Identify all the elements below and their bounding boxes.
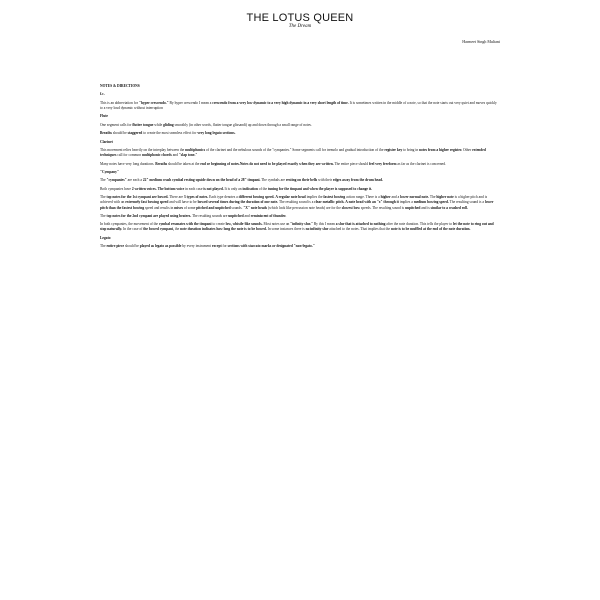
text-run: By this I mean [312,222,336,227]
text-run: attached to the notes. That implies that the [328,227,391,232]
text-run: and [171,153,179,158]
text-run: after the note duration. This tells the player to [385,222,453,227]
emphasis-text: end or beginning of notes.Notes do not need to be played exactly when they are written. [200,161,334,166]
text-run: implies a [398,200,414,205]
text-run: The cymbals are [260,178,286,183]
emphasis-text: gliding [163,122,174,127]
text-run: The entire piece should [333,161,369,166]
text-run: speed and results in [144,205,175,210]
text-run: of the [257,186,268,191]
flute-paragraph-2 [100,131,500,136]
text-run: This is an abbreviation for [100,100,139,105]
text-run: sounds. [230,205,244,210]
text-run: by every instrument [181,244,212,249]
emphasis-text: similar to a crashed roll. [430,205,468,210]
emphasis-text: no infinity slur [305,227,329,232]
emphasis-text: is not played. [203,186,224,191]
text-run: call for common [116,153,142,158]
text-run: Many notes have very long durations. [100,161,156,166]
section-heading-legato: Legato [100,235,111,240]
text-run: In both cympanies, the movement of the [100,222,159,227]
text-run: The resulting sound is a [448,200,485,205]
emphasis-text: very long legato sections. [197,131,236,136]
text-run: are each a [126,178,143,183]
emphasis-text: multiphonics [185,147,206,152]
text-run: implies the [305,195,324,200]
text-run: while [153,122,164,127]
emphasis-text: mixes [174,205,183,210]
text-run: By hyper crescendo I mean a [168,100,213,105]
cympany-paragraph-5 [100,222,500,232]
emphasis-text: slowest bow [341,205,361,210]
emphasis-text: except [211,244,222,249]
emphasis-text: extended techniques [100,147,486,158]
emphasis-text: unpitched [404,205,421,210]
text-run: and [243,213,251,218]
text-run: There are [168,195,184,200]
text-run: Both cympanies have [100,186,132,191]
section-heading-flute: Flute [100,114,108,119]
text-run: It is only an [223,186,243,191]
text-run: One segment calls for [100,122,133,127]
emphasis-text: let the note to ring out and stop naturally. [100,222,494,232]
emphasis-text: pitched and unpitched [196,205,231,210]
section-heading-fc: f.c. [100,92,105,97]
cympany-paragraph-4 [100,214,500,219]
emphasis-text: fastest bowing [323,195,346,200]
emphasis-text: crescendo from a very low dynamic to a very high dynamic in a very short length of time. [212,100,349,105]
fc-paragraph [100,101,500,111]
text-run: as far as the clarinet is concerned. [396,161,446,166]
text-run: The [100,213,107,218]
text-run: of the clarinet and the nebulous sounds of the "cympanies." Some segments call for tremolo and gradual introduction of the [205,147,385,152]
emphasis-text: "cympanies" [106,178,127,183]
text-run: The [100,244,107,249]
cympany-paragraph-1 [100,178,500,183]
emphasis-text: unpitched [228,213,244,218]
emphasis-text: note is to be muffled at the end of the note duration. [390,227,471,232]
text-run: the [173,227,181,232]
emphasis-text: 2 written voices. [131,186,157,191]
text-run: (which look like percussion note heads) are for the [267,205,342,210]
emphasis-text: The bottom voice [157,186,185,191]
emphasis-text: "infinity slur." [290,222,313,227]
text-run: action range. There is a [345,195,381,200]
emphasis-text: "slap tone." [178,153,198,158]
emphasis-text: top notes for the 1st cympani are bowed. [106,195,169,200]
legato-paragraph [100,244,500,249]
emphasis-text: resting on their bells [285,178,318,183]
text-run: in each case [184,186,204,191]
emphasis-text: Breaths [100,131,112,136]
emphasis-text: higher note [436,195,454,200]
clarinet-paragraph-2 [100,162,500,167]
text-run: should be taken at the [167,161,201,166]
emphasis-text: notes from a higher register. [419,147,463,152]
text-run: should be [111,131,128,136]
emphasis-text: higher [380,195,391,200]
emphasis-text: register key [384,147,403,152]
emphasis-text: bowed several times during the duration of one note. [197,200,279,205]
piece-subtitle: The Dream [288,24,312,29]
text-run: to create the most seamless effect for [142,131,198,136]
emphasis-text: indication [242,186,258,191]
text-run: It is sometimes written in the middle of a note, so that the note starts out very quiet and moves quickly to a very loud dynamic without interruption [100,100,497,110]
text-run: The [429,195,437,200]
emphasis-text: 22" medium crash cymbal resting upside down on the head of a 28" timpani. [142,178,261,183]
text-run: should be [124,244,140,249]
emphasis-text: flutter tongue [132,122,154,127]
emphasis-text: entire piece [106,244,125,249]
text-run: Other [462,147,473,152]
piece-title: THE LOTUS QUEEN [246,12,354,24]
composer-name: Harmeet Singh Multani [462,39,500,44]
emphasis-text: "hyper crescendo." [138,100,169,105]
text-run: The [100,178,107,183]
emphasis-text: tuning for the timpani and when the player is supposed to change it. [267,186,372,191]
text-run: to bring in [402,147,420,152]
emphasis-text: the bowed cympani, [143,227,174,232]
emphasis-text: lower pitch than the fastest bowing [100,200,494,210]
emphasis-text: clear metallic pitch. [314,200,345,205]
emphasis-text: extremely fast bowing speed [125,200,169,205]
text-run: of some [182,205,197,210]
emphasis-text: multiphonic chords [141,153,172,158]
emphasis-text: sections with staccato marks or designated "non-legato." [227,244,315,249]
text-run: In the case of [122,227,144,232]
text-run: The resulting sound is a [278,200,315,205]
text-run: This movement relies heavily on the interplay between the [100,147,186,152]
text-run: for [221,244,228,249]
section-heading-clarinet: Clarinet [100,139,113,144]
emphasis-text: top notes for the 2nd cympani are played using beaters. [106,213,192,218]
cympany-paragraph-2 [100,187,500,192]
flute-paragraph-1 [100,123,500,128]
emphasis-text: "X" note heads [243,205,268,210]
text-run: smoothly (in other words, flutter tongue glissandi) up and down through a small range of notes. [173,122,312,127]
emphasis-text: medium bowing speed. [413,200,449,205]
text-run: The [100,195,107,200]
text-run: with their [317,178,333,183]
emphasis-text: feel very freeform [368,161,397,166]
emphasis-text: reminiscent of thunder. [250,213,287,218]
clarinet-paragraph-1 [100,148,500,158]
text-run: Most notes use an [262,222,291,227]
emphasis-text: a slur that is attached to nothing [335,222,386,227]
notes-heading: NOTES & DIRECTIONS [100,84,140,88]
emphasis-text: lower normal note. [400,195,430,200]
cympany-paragraph-3 [100,195,500,211]
emphasis-text: staggered [127,131,143,136]
emphasis-text: played as legato as possible [139,244,182,249]
emphasis-text: cymbal resonates with the timpani [158,222,212,227]
text-run: and is [420,205,431,210]
notes-body [100,84,500,253]
text-run: The resulting sounds are [191,213,229,218]
section-heading-cympany: "Cympany" [100,169,119,174]
text-run: speeds. The resulting sound is [360,205,405,210]
text-run: Each type denotes a [208,195,239,200]
emphasis-text: edges away from the drum head. [332,178,383,183]
emphasis-text: A regular note head [275,195,306,200]
emphasis-text: low, whistle-like sounds. [225,222,263,227]
text-run: and a [390,195,401,200]
emphasis-text: A note head with an "x" through it [345,200,399,205]
emphasis-text: note duration indicates how long the note is to be bowed. [180,227,267,232]
text-run: In some instances there is [266,227,306,232]
emphasis-text: different bowing speed. [238,195,275,200]
emphasis-text: Breaths [155,161,168,166]
text-run: to create [211,222,226,227]
emphasis-text: 3 types of notes. [183,195,209,200]
text-run: and will have to be [168,200,198,205]
text-run: is a higher pitch and is achieved with an [100,195,488,205]
